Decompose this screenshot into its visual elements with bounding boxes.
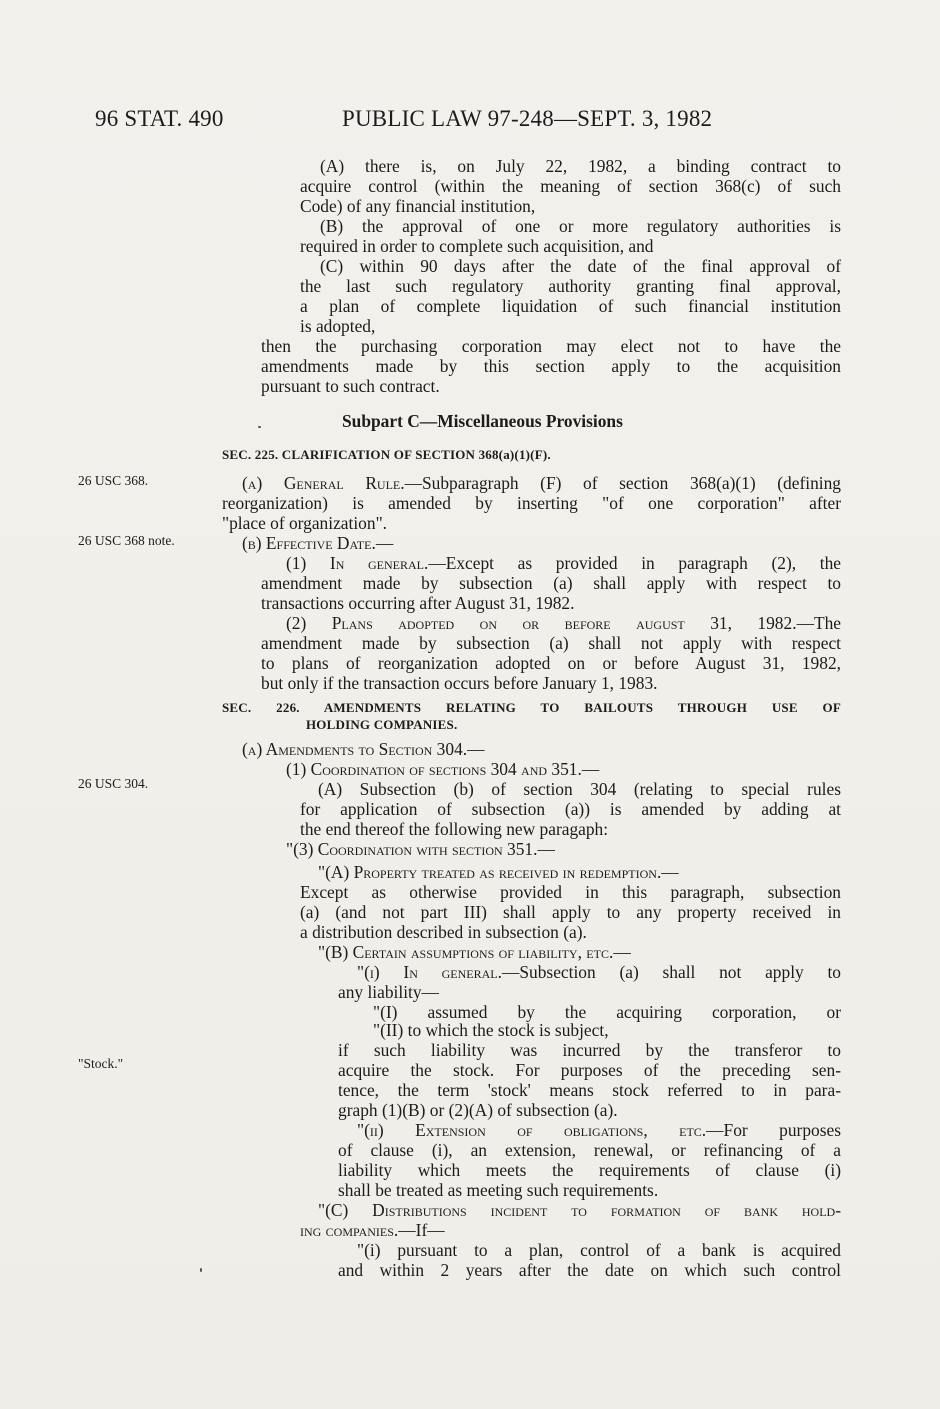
text-line: transactions occurring after August 31, 1982. (261, 593, 575, 613)
paragraph-heading: (1) Coordination of sections 304 and 351. (286, 759, 582, 779)
text-line: "(i) pursuant to a plan, control of a bank is acquired (357, 1240, 841, 1260)
text-line: but only if the transaction occurs before January 1, 1983. (261, 673, 658, 693)
text-line: for application of subsection (a)) is amended by adding at (300, 799, 841, 819)
section-heading: SEC. 225. CLARIFICATION OF SECTION 368(a)(1)(F). (222, 447, 551, 462)
text-line: any liability— (338, 982, 439, 1002)
paragraph-heading: (b) Effective Date. (242, 533, 376, 553)
text-run: — (537, 839, 555, 859)
paragraph-heading: "(ii) Extension of obligations, etc. (357, 1120, 707, 1140)
text-line (286, 613, 841, 633)
text-run: —For purposes (706, 1120, 841, 1140)
scan-speck (258, 426, 261, 428)
text-run: — (375, 533, 394, 553)
text-line: reorganization) is amended by inserting "of one corporation" after (222, 493, 841, 513)
text-line: (a) (and not part III) shall apply to any property received in (300, 902, 841, 922)
text-line (357, 1120, 841, 1140)
text-run: —Except as provided in paragraph (2), the (428, 553, 842, 573)
paragraph-heading: "(B) Certain assumptions of liability, etc. (318, 942, 614, 962)
paragraph-heading: "(C) Distributions incident to formation of bank hold- (318, 1200, 841, 1220)
text-line (300, 1220, 445, 1240)
text-run: —If— (398, 1220, 445, 1240)
subpart-heading: Subpart C—Miscellaneous Provisions (342, 411, 623, 431)
text-line: amendment made by subsection (a) shall not apply with respect (261, 633, 841, 653)
text-line: of clause (i), an extension, renewal, or refinancing of a (338, 1140, 841, 1160)
text-line (318, 942, 631, 962)
text-line: amendments made by this section apply to the acquisition (261, 356, 841, 376)
margin-note: 26 USC 368 note. (78, 533, 175, 548)
text-line: pursuant to such contract. (261, 376, 440, 396)
text-line: the end thereof the following new paragaph: (300, 819, 609, 839)
text-run: — (613, 942, 631, 962)
text-line (242, 473, 841, 493)
text-line: and within 2 years after the date on which such control (338, 1260, 841, 1280)
text-line: (C) within 90 days after the date of the final approval of (320, 256, 841, 276)
text-line: Code) of any financial institution, (300, 196, 536, 216)
margin-note: 26 USC 368. (78, 473, 149, 488)
text-line: Except as otherwise provided in this paragraph, subsection (300, 882, 841, 902)
text-line: (B) the approval of one or more regulatory authorities is (320, 216, 841, 236)
paragraph-heading: "(i) In general. (357, 962, 502, 982)
text-line: acquire control (within the meaning of section 368(c) of such (300, 176, 841, 196)
text-line: liability which meets the requirements of clause (i) (338, 1160, 841, 1180)
text-run: — (467, 739, 485, 759)
text-line: is adopted, (300, 316, 376, 336)
text-run: —The (796, 613, 841, 633)
text-line: "(II) to which the stock is subject, (373, 1020, 609, 1040)
text-line: (A) Subsection (b) of section 304 (relating to special rules (318, 779, 841, 799)
text-run: — (581, 759, 600, 779)
paragraph-heading: "(3) Coordination with section 351. (286, 839, 538, 859)
text-line: a plan of complete liquidation of such financial institution (300, 296, 841, 316)
stat-page-number: 96 STAT. 490 (95, 106, 224, 131)
margin-note: 26 USC 304. (78, 776, 149, 791)
text-line: "(I) assumed by the acquiring corporation, or (373, 1002, 841, 1022)
text-line: acquire the stock. For purposes of the preceding sen- (338, 1060, 841, 1080)
section-heading: SEC. 226. AMENDMENTS RELATING TO BAILOUTS THROUGH USE OF (222, 700, 841, 715)
paragraph-heading: (a) General Rule. (242, 473, 405, 493)
text-line: amendment made by subsection (a) shall apply with respect to (261, 573, 841, 593)
text-line (242, 533, 393, 553)
text-run: —Subparagraph (F) of section 368(a)(1) (defining (404, 473, 841, 493)
text-line: shall be treated as meeting such requirements. (338, 1180, 659, 1200)
text-line (318, 1200, 841, 1220)
text-line (286, 759, 599, 779)
paragraph-heading: "(A) Property treated as received in redemption. (318, 862, 662, 882)
text-line: to plans of reorganization adopted on or before August 31, 1982, (261, 653, 841, 673)
law-title: PUBLIC LAW 97-248—SEPT. 3, 1982 (342, 106, 713, 131)
paragraph-heading: (1) In general. (286, 553, 429, 573)
section-heading-continued: HOLDING COMPANIES. (306, 717, 458, 732)
text-line: "place of organization". (222, 513, 388, 533)
text-run: — (661, 862, 679, 882)
text-line: if such liability was incurred by the transferor to (338, 1040, 841, 1060)
text-line: (A) there is, on July 22, 1982, a binding contract to (320, 156, 841, 176)
margin-note: "Stock." (78, 1056, 124, 1071)
text-line: a distribution described in subsection (a). (300, 922, 587, 942)
text-line (286, 553, 841, 573)
text-line: graph (1)(B) or (2)(A) of subsection (a). (338, 1100, 618, 1120)
text-line (318, 862, 679, 882)
text-line: tence, the term 'stock' means stock referred to in para- (338, 1080, 841, 1100)
text-run: —Subsection (a) shall not apply to (501, 962, 841, 982)
paragraph-heading: (2) Plans adopted on or before august 31, 1982. (286, 613, 797, 633)
text-line (357, 962, 841, 982)
text-line (242, 739, 485, 759)
text-line: required in order to complete such acquisition, and (300, 236, 654, 256)
text-line: then the purchasing corporation may elect not to have the (261, 336, 841, 356)
paragraph-heading: (a) Amendments to Section 304. (242, 739, 468, 759)
paragraph-heading: ing companies. (300, 1220, 399, 1240)
text-line: the last such regulatory authority granting final approval, (300, 276, 841, 296)
scan-speck (200, 1268, 202, 1272)
text-line (286, 839, 555, 859)
